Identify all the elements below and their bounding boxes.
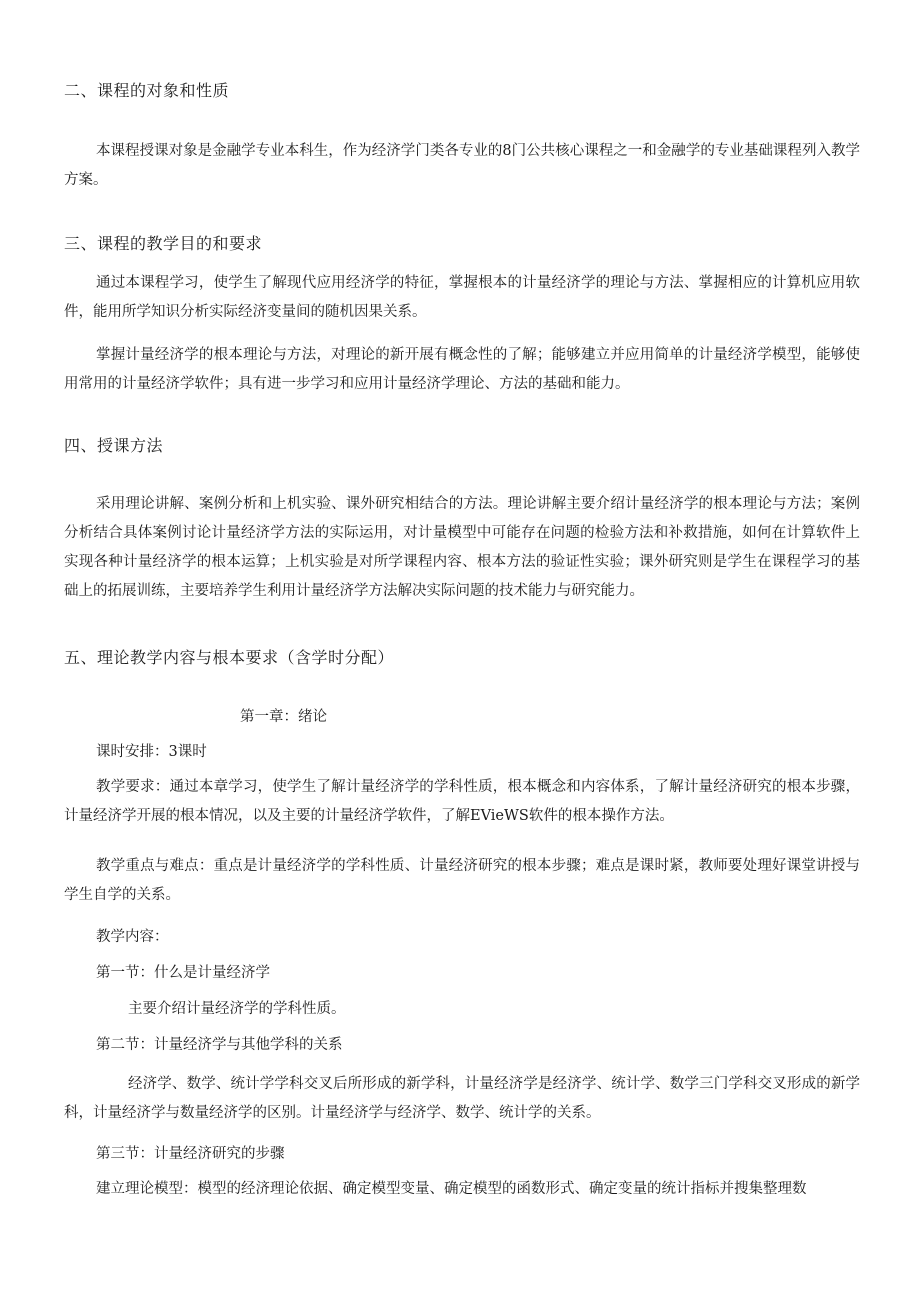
chapter-focus: 教学重点与难点：重点是计量经济学的学科性质、计量经济研究的根本步骤；难点是课时紧，教师要处理好课堂讲授与学生自学的关系。 — [64, 858, 860, 903]
section-3-body: 建立理论模型：模型的经济理论依据、确定模型变量、确定模型的函数形式、确定变量的统计指标并搜集整理数 — [96, 1181, 807, 1197]
chapter-requirements: 教学要求：通过本章学习，使学生了解计量经济学的学科性质，根本概念和内容体系，了解计量经济研究的根本步骤，计量经济学开展的根本情况，以及主要的计量经济学软件，了解EVieWS软件的根本操作方法。 — [64, 779, 860, 824]
chapter-title: 第一章：绪论 — [240, 709, 327, 725]
chapter-content-label: 教学内容： — [96, 929, 169, 945]
section-2-body: 经济学、数学、统计学学科交叉后所形成的新学科，计量经济学是经济学、统计学、数学三门学科交叉形成的新学科，计量经济学与数量经济学的区别。计量经济学与经济学、数学、统计学的关系。 — [64, 1076, 860, 1121]
section-heading-objects: 二、课程的对象和性质 — [64, 81, 230, 100]
section-1-body: 主要介绍计量经济学的学科性质。 — [128, 1001, 346, 1017]
section-1-title: 第一节：什么是计量经济学 — [96, 965, 270, 981]
section-3-title: 第三节：计量经济研究的步骤 — [96, 1146, 285, 1162]
paragraph-goals-1: 通过本课程学习，使学生了解现代应用经济学的特征，掌握根本的计量经济学的理论与方法、掌握相应的计算机应用软件，能用所学知识分析实际经济变量间的随机因果关系。 — [64, 275, 860, 320]
section-heading-content: 五、理论教学内容与根本要求（含学时分配） — [64, 648, 395, 667]
section-heading-goals: 三、课程的教学目的和要求 — [64, 234, 263, 253]
chapter-hours: 课时安排：3课时 — [96, 744, 207, 760]
paragraph-course-audience: 本课程授课对象是金融学专业本科生，作为经济学门类各专业的8门公共核心课程之一和金融学的专业基础课程列入教学方案。 — [64, 143, 860, 188]
section-heading-methods: 四、授课方法 — [64, 436, 164, 455]
paragraph-methods: 采用理论讲解、案例分析和上机实验、课外研究相结合的方法。理论讲解主要介绍计量经济学的根本理论与方法；案例分析结合具体案例讨论计量经济学方法的实际运用，对计量模型中可能存在问题的检验方法和补救措施，如何在计算软件上实现各种计量经济学的根本运算；上机实验是对所学课程内容、根本方法的验证性实验；课外研究则是学生在课程学习的基础上的拓展训练，主要培养学生利用计量经济学方法解决实际问题的技术能力与研究能力。 — [64, 496, 860, 599]
section-2-title: 第二节：计量经济学与其他学科的关系 — [96, 1037, 343, 1053]
paragraph-goals-2: 掌握计量经济学的根本理论与方法，对理论的新开展有概念性的了解；能够建立并应用简单的计量经济学模型，能够使用常用的计量经济学软件；具有进一步学习和应用计量经济学理论、方法的基础和能力。 — [64, 347, 860, 392]
